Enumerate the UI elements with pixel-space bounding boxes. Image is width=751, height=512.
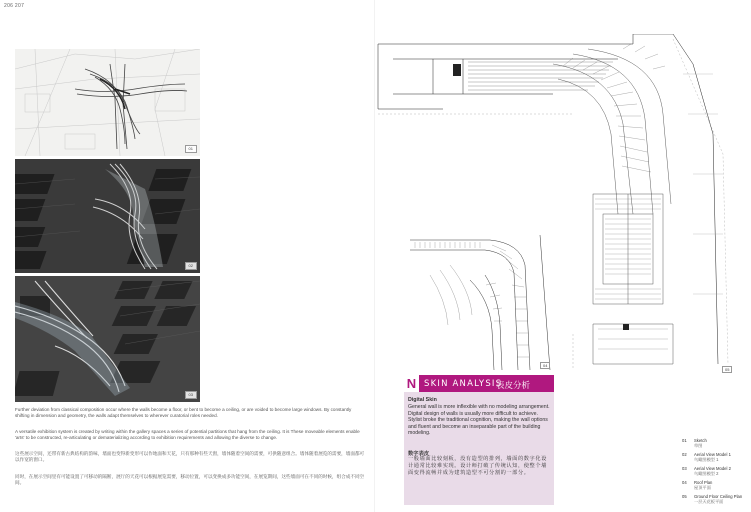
index-item: 02 Aerial View Model 1 鸟瞰图模型 1: [682, 452, 731, 462]
section-subtitle-zh: 数字表皮: [408, 451, 430, 457]
section-header: [404, 375, 554, 392]
body-paragraph-zh: 同时，在展示空间里有可能设置了可移动的隔断，展厅的天花可以根据展览需要，移动位置，可以变换成多功能空间，在展览期间，这些墙面可在不同的时候，组合成不同空间。: [15, 474, 365, 486]
index-item: 03 Aerial View Model 2 鸟瞰图模型 2: [682, 466, 731, 476]
page-number: 206 207: [4, 3, 25, 9]
section-subtitle: Digital Skin: [408, 397, 437, 403]
section-text: General wall is more inflexible with no modeling arrangement. Digital design of walls is usually more difficult to achieve. Stylist broke the traditional cognition, making the wall options and fluent and become an inseparable part of the building modeling.: [408, 404, 550, 437]
section-title-zh: 表皮分析: [496, 381, 531, 391]
section-text-zh: 一般墙面比较刻板，没有造型的排列，墙面的数字化设计通常比较难实现。设计师打破了传统认知，使整个墙面变得流畅并成为建筑造型不可分割的一部分。: [408, 456, 547, 476]
figure-index: [682, 438, 750, 508]
aerial-model-image-1: [15, 159, 200, 273]
body-paragraph-zh: 这些展示空间，还带有新古典结构的韵味，墙面也变得新变形可以作地面和天花，只有那种有些天窗，墙体随着空间的需要，可供随意组合。墙体随着展览的需要，墙面都可以作宽的窗口。: [15, 451, 365, 463]
skin-analysis-card: [404, 375, 554, 505]
index-item: 01 Sketch 草图: [682, 438, 707, 448]
image-tag: 01: [185, 145, 197, 153]
image-tag: 04: [540, 362, 550, 369]
body-paragraph: A versatile exhibition system is created by writing within the gallery spaces a series of potential partitions that hang from the ceiling. It is These moveable elements enable 'arts' to be constructed, re-articulating or dematerializing according to exhibition requirements and allowing the diverse to change.: [15, 429, 360, 441]
sketch-image: [15, 49, 200, 156]
section-letter: N: [404, 375, 419, 392]
image-tag: 05: [722, 366, 732, 373]
index-item: 05 Ground Floor Ceiling Plan 一层天花板平面: [682, 494, 743, 504]
index-item: 04 Roof Plan 屋顶平面: [682, 480, 713, 490]
roof-plan-detail: [410, 235, 555, 370]
aerial-model-image-2: [15, 276, 200, 402]
body-paragraph: Further deviation from classical composition occur where the walls become a floor, or bent to become a ceiling, or are voided to become large windows. By constantly shifting in dimension and geometry, the walls adapt themselves to wherever curatorial roles needed.: [15, 407, 352, 419]
image-tag: 03: [185, 391, 197, 399]
section-title: SKIN ANALYSIS: [424, 379, 503, 389]
image-tag: 02: [185, 262, 197, 270]
